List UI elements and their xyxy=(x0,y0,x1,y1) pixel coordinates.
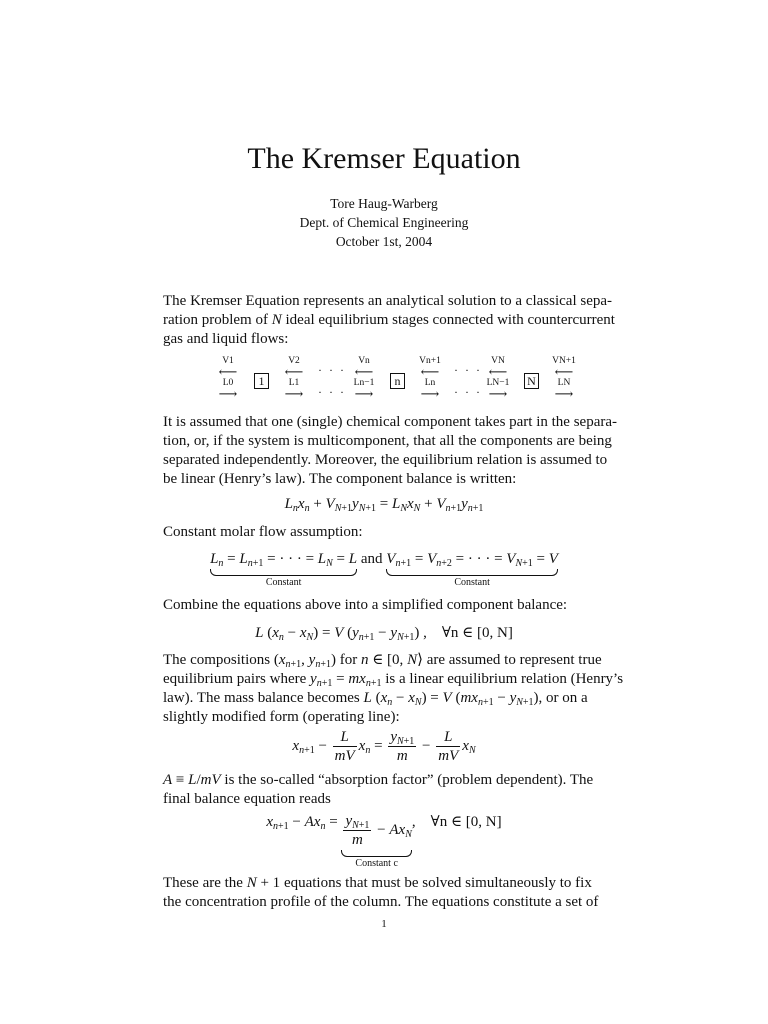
text-span: , or on a xyxy=(538,690,588,706)
stage-box: N xyxy=(524,373,539,389)
component-balance-equation: $L_nx_n + V_{N+1}y_{N+1} = L_Nx_N + V_{n+1}y_{n+1}$ xyxy=(284,496,484,514)
compositions-paragraph xyxy=(163,651,630,727)
left-arrow-icon: ⟵ xyxy=(284,364,304,379)
text-line xyxy=(163,311,630,330)
liquid-label: L0 xyxy=(222,378,234,388)
vapor-label: V1 xyxy=(222,356,234,366)
left-arrow-icon: ⟵ xyxy=(488,364,508,379)
liquid-label: Ln−1 xyxy=(353,378,375,388)
text-line: gas and liquid flows: xyxy=(163,331,289,347)
underbrace: $V_{n+1} = V_{n+2}$ = · · · = $V_{N+1} = V$ Constant xyxy=(386,551,558,588)
forall-condition: ∀n ∈ [0, N] xyxy=(441,625,513,641)
intro-paragraph xyxy=(163,292,630,349)
forall-condition: ∀n ∈ [0, N] xyxy=(430,814,502,830)
absorption-factor-paragraph xyxy=(163,771,630,809)
text-line: be linear (Henry’s law). The component balance is written: xyxy=(163,471,517,487)
text-span: law). The mass balance becomes xyxy=(163,690,360,706)
closing-paragraph xyxy=(163,874,630,912)
underbrace: $\frac{y_{N+1}}{m}$ − $Ax_N$ Constant c xyxy=(341,812,411,871)
text-line: law). The mass balance becomes L $(x_n - x_N) = V$ $(mx_{n+1} - y_{N+1})$, or on a xyxy=(163,690,588,708)
and-word: and xyxy=(360,551,383,567)
left-arrow-icon: ⟵ xyxy=(420,364,440,379)
brace-label: Constant xyxy=(454,577,490,588)
constant-flow-equation xyxy=(0,551,768,590)
text-span: These are the xyxy=(163,875,243,891)
date: October 1st, 2004 xyxy=(335,234,433,249)
vapor-label: Vn+1 xyxy=(419,356,441,366)
ellipsis: · · · xyxy=(454,385,482,399)
text-span: equilibrium pairs where xyxy=(163,671,307,687)
text-span: ) for xyxy=(330,652,358,668)
ellipsis: · · · xyxy=(454,363,482,377)
text-line: These are the N + 1 equations that must be solved simultaneously to fix xyxy=(163,875,592,891)
ellipsis: · · · xyxy=(318,363,346,377)
liquid-label: L1 xyxy=(288,378,300,388)
stage-box: n xyxy=(390,373,405,389)
vapor-label: V2 xyxy=(288,356,300,366)
text-line: the concentration profile of the column. The equations constitute a set of xyxy=(163,894,599,910)
right-arrow-icon: ⟶ xyxy=(218,386,238,401)
operating-line-equation: $x_{n+1}$ − $\frac{L}{mV}$ $x_n$ = $\frac{y_{N+1}}{m}$ − $\frac{L}{mV}$ $x_N$ xyxy=(292,729,476,764)
right-arrow-icon: ⟶ xyxy=(284,386,304,401)
affiliation: Dept. of Chemical Engineering xyxy=(299,215,469,230)
text-span: equations that must be solved simultaneously to fix xyxy=(283,875,592,891)
text-line: equilibrium pairs where $y_{n+1} = mx_{n+1}$ is a linear equilibrium relation (Henry’s xyxy=(163,671,624,689)
math-var: N xyxy=(271,312,282,328)
vapor-label: VN xyxy=(491,356,505,366)
left-arrow-icon: ⟵ xyxy=(354,364,374,379)
underbrace: $L_n = L_{n+1}$ = · · · = $L_N = L$ Constant xyxy=(210,551,358,588)
ellipsis: · · · xyxy=(318,385,346,399)
right-arrow-icon: ⟶ xyxy=(488,386,508,401)
final-balance-equation: $x_{n+1} - Ax_n$ = $\frac{y_{N+1}}{m}$ − $Ax_N$ Constant c , ∀n ∈ [0, N] xyxy=(266,813,502,869)
liquid-label: Ln xyxy=(424,378,436,388)
vapor-label: VN+1 xyxy=(552,356,576,366)
left-arrow-icon: ⟵ xyxy=(218,364,238,379)
flow-pair xyxy=(210,355,246,399)
text-span: is a linear equilibrium relation (Henry’s xyxy=(385,671,624,687)
document-title: The Kremser Equation xyxy=(247,142,521,175)
liquid-label: LN xyxy=(557,378,571,388)
author: Tore Haug-Warberg xyxy=(330,196,438,211)
constant-flow-heading: Constant molar flow assumption: xyxy=(163,524,363,540)
vapor-label: Vn xyxy=(358,356,370,366)
flow-pair xyxy=(480,355,516,399)
text-line: tion, or, if the system is multicomponent, that all the components are being xyxy=(163,433,612,449)
right-arrow-icon: ⟶ xyxy=(420,386,440,401)
text-line: separated independently. Moreover, the equilibrium relation is assumed to xyxy=(163,452,608,468)
text-line: The Kremser Equation represents an analytical solution to a classical sepa- xyxy=(163,293,613,309)
combine-heading: Combine the equations above into a simplified component balance: xyxy=(163,597,568,613)
brace-label: Constant c xyxy=(355,858,398,869)
text-span: is the so-called “absorption factor” (problem dependent). The xyxy=(224,772,594,788)
text-span: The compositions ( xyxy=(163,652,279,668)
flow-pair xyxy=(276,355,312,399)
text-line: final balance equation reads xyxy=(163,791,331,807)
flow-pair xyxy=(412,355,448,399)
text-span: are assumed to represent true xyxy=(426,652,602,668)
text-line: A ≡ L/mV is the so-called “absorption factor” (problem dependent). The xyxy=(163,772,594,788)
text-span: ration problem of xyxy=(163,312,268,328)
text-line: It is assumed that one (single) chemical component takes part in the separa- xyxy=(163,414,618,430)
assumption-paragraph xyxy=(163,413,630,489)
liquid-label: LN−1 xyxy=(486,378,510,388)
flow-pair xyxy=(546,355,582,399)
text-span: ideal equilibrium stages connected with countercurrent xyxy=(285,312,615,328)
right-arrow-icon: ⟶ xyxy=(554,386,574,401)
simplified-balance-equation: L $(x_n - x_N) = V$ $(y_{n+1} - y_{N+1})$ , ∀n ∈ [0, N] xyxy=(255,625,513,643)
stage-flow-diagram xyxy=(210,355,590,401)
text-line: slightly modified form (operating line): xyxy=(163,709,400,725)
text-line: The compositions ($x_{n+1}$, $y_{n+1}$) for n ∈ [0, N⟩ are assumed to represent true xyxy=(163,652,602,670)
page-number: 1 xyxy=(381,918,387,930)
flow-pair xyxy=(346,355,382,399)
right-arrow-icon: ⟶ xyxy=(354,386,374,401)
stage-box: 1 xyxy=(254,373,269,389)
left-arrow-icon: ⟵ xyxy=(554,364,574,379)
brace-label: Constant xyxy=(265,577,302,588)
